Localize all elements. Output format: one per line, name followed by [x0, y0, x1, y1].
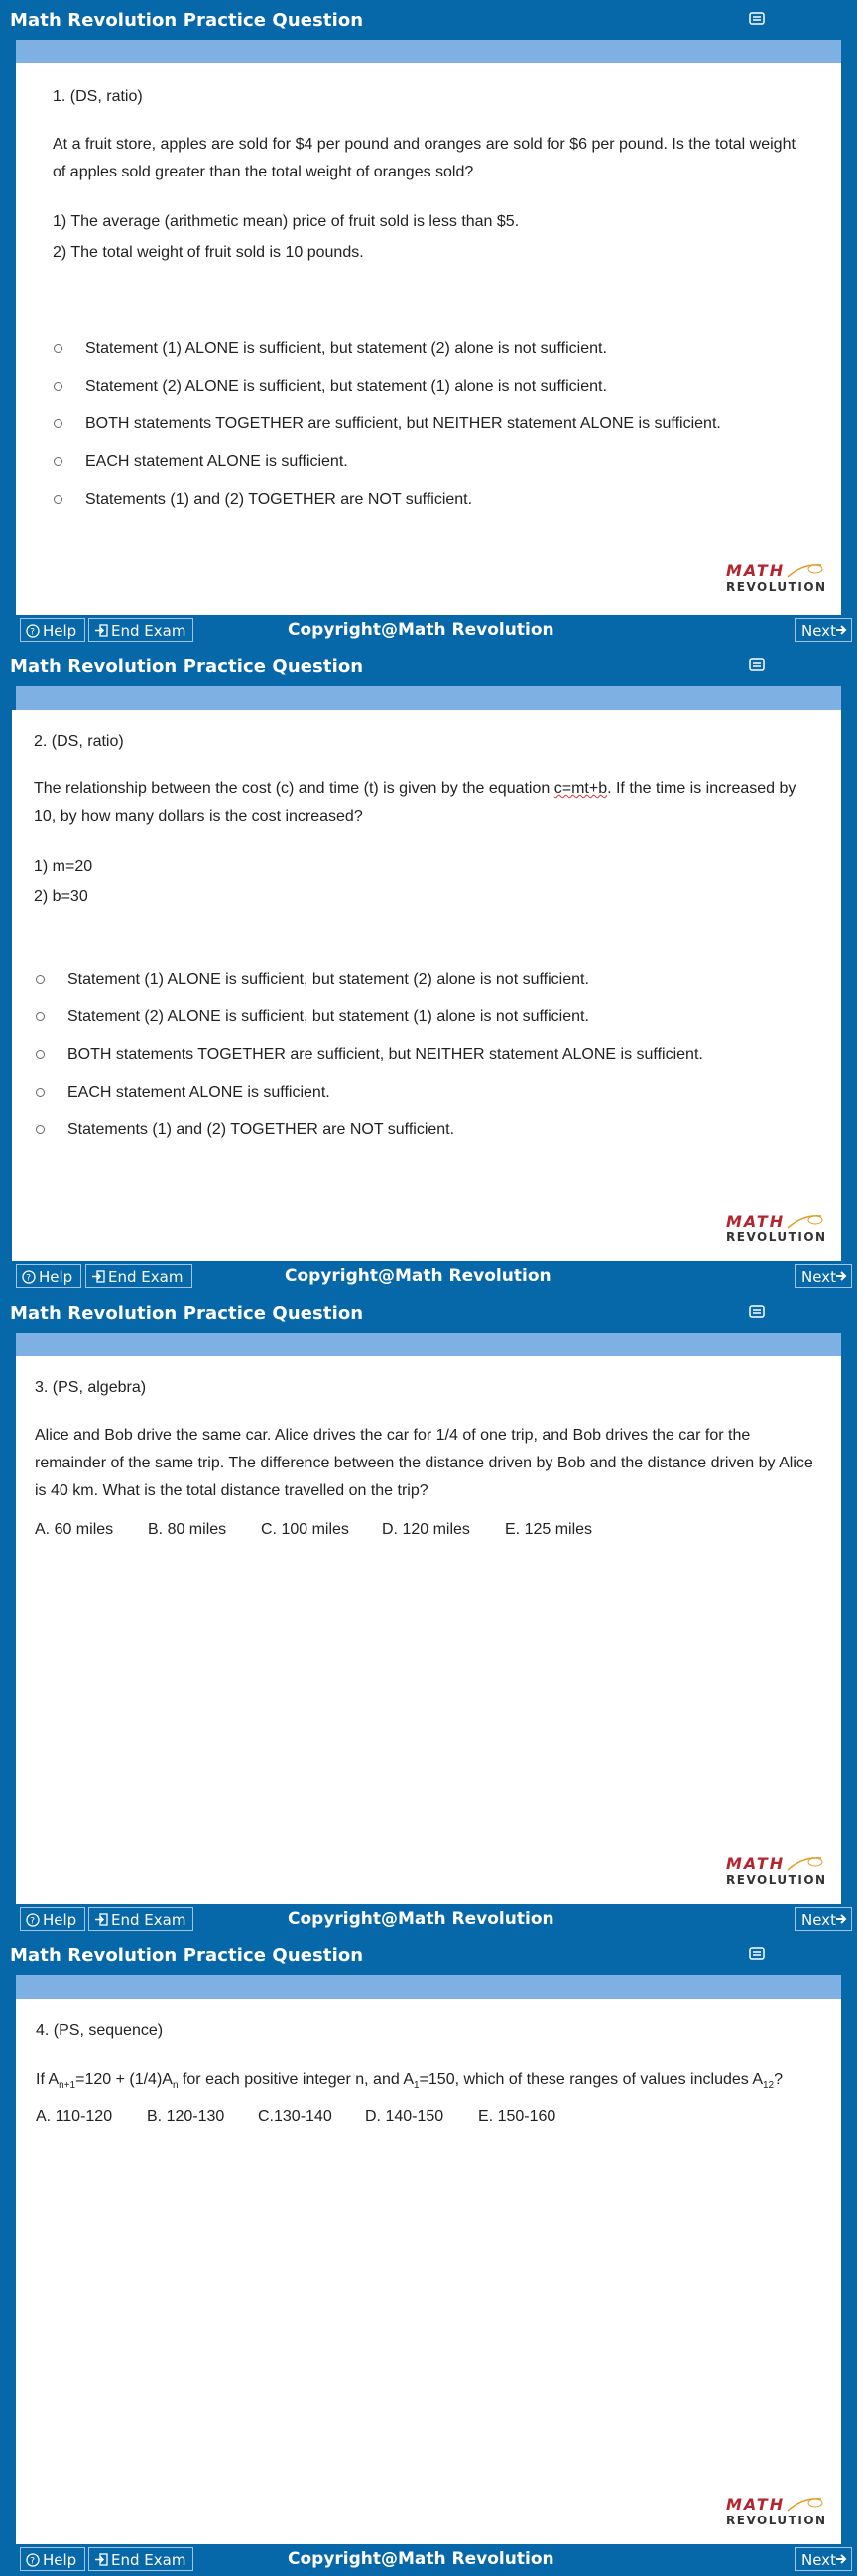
- exit-icon: [94, 1911, 108, 1927]
- radio-button[interactable]: [36, 975, 45, 984]
- logo-swoosh-icon: [786, 1854, 825, 1874]
- question-body: [36, 2017, 811, 2100]
- option-label: EACH statement ALONE is sufficient.: [67, 1084, 330, 1101]
- logo-swoosh-icon: [786, 561, 825, 581]
- arrow-right-icon: [835, 1270, 847, 1282]
- window-title: Math Revolution Practice Question: [10, 1303, 364, 1324]
- answer-choice-d[interactable]: D. 140-150: [365, 2108, 444, 2125]
- question-header: 4. (PS, sequence): [36, 2022, 164, 2039]
- answer-option-e[interactable]: [34, 1120, 703, 1158]
- answer-option-d[interactable]: [34, 1083, 703, 1120]
- radio-button[interactable]: [54, 457, 62, 466]
- copyright-text: Copyright@Math Revolution: [288, 1909, 554, 1929]
- help-icon: [26, 1911, 40, 1927]
- copyright-text: Copyright@Math Revolution: [288, 620, 554, 640]
- option-label: BOTH statements TOGETHER are sufficient, but NEITHER statement ALONE is sufficient.: [85, 415, 721, 432]
- radio-button[interactable]: [54, 382, 62, 391]
- statement-2: 2) The total weight of fruit sold is 10 pounds.: [53, 244, 364, 261]
- title-bar: [0, 1935, 857, 1975]
- arrow-right-icon: [835, 2553, 847, 2565]
- title-bar: [0, 0, 857, 40]
- question-content: [16, 63, 841, 615]
- math-revolution-logo: MATH REVOLUTION: [726, 561, 827, 594]
- question-stem: At a fruit store, apples are sold for $4 per pound and oranges are sold for $6 per pound. Is the total weight of apples sold greater than the total weight of oranges sold?: [53, 136, 796, 180]
- radio-button[interactable]: [36, 1125, 45, 1134]
- question-content: [12, 710, 841, 1261]
- question-stem: Alice and Bob drive the same car. Alice drives the car for 1/4 of one trip, and Bob drives the car for the remainder of the same trip. The difference between the distance driven by Bob and the distance driven by Alice is 40 km. What is the total distance travelled on the trip?: [35, 1427, 813, 1499]
- radio-button[interactable]: [36, 1012, 45, 1021]
- question-panel-3: [0, 1293, 857, 1935]
- answer-option-c[interactable]: [52, 414, 721, 452]
- end-exam-button[interactable]: End Exam: [88, 2547, 193, 2571]
- copyright-text: Copyright@Math Revolution: [285, 1266, 551, 1286]
- calculator-icon[interactable]: [749, 12, 765, 25]
- question-body: [53, 83, 811, 267]
- help-button[interactable]: ? Help: [20, 2547, 85, 2571]
- answer-choice-b[interactable]: B. 120-130: [147, 2108, 225, 2125]
- question-body: [34, 728, 811, 911]
- radio-button[interactable]: [54, 495, 62, 504]
- option-label: Statements (1) and (2) TOGETHER are NOT sufficient.: [67, 1121, 455, 1138]
- radio-button[interactable]: [36, 1050, 45, 1059]
- math-revolution-logo: MATH REVOLUTION: [726, 1854, 827, 1887]
- radio-button[interactable]: [54, 419, 62, 428]
- answer-option-d[interactable]: [52, 452, 721, 490]
- statement-1: 1) The average (arithmetic mean) price of fruit sold is less than $5.: [53, 213, 520, 230]
- help-icon: [26, 622, 40, 638]
- arrow-right-icon: [835, 624, 847, 636]
- logo-swoosh-icon: [786, 2495, 825, 2515]
- window-title: Math Revolution Practice Question: [10, 1945, 364, 1966]
- calculator-icon[interactable]: [749, 1947, 765, 1960]
- answer-choice-c[interactable]: C. 100 miles: [261, 1521, 349, 1538]
- option-label: Statement (1) ALONE is sufficient, but statement (2) alone is not sufficient.: [85, 340, 607, 357]
- equation: c=mt+b: [553, 780, 608, 797]
- end-exam-button[interactable]: End Exam: [88, 618, 193, 642]
- radio-button[interactable]: [36, 1088, 45, 1097]
- exit-icon: [94, 2551, 108, 2567]
- answer-choice-c[interactable]: C.130-140: [258, 2108, 332, 2125]
- math-revolution-logo: MATH REVOLUTION: [726, 1212, 827, 1244]
- window-title: Math Revolution Practice Question: [10, 656, 364, 677]
- question-panel-2: [0, 646, 857, 1293]
- copyright-text: Copyright@Math Revolution: [288, 2549, 554, 2569]
- help-icon: [26, 2551, 40, 2567]
- exit-icon: [91, 1268, 105, 1284]
- svg-text:?: ?: [30, 627, 36, 638]
- question-header: 1. (DS, ratio): [53, 88, 143, 105]
- svg-text:?: ?: [30, 1916, 36, 1927]
- title-bar: [0, 1293, 857, 1333]
- answer-choice-a[interactable]: A. 60 miles: [35, 1521, 114, 1538]
- option-label: Statement (2) ALONE is sufficient, but statement (1) alone is not sufficient.: [85, 378, 607, 395]
- question-header: 3. (PS, algebra): [35, 1379, 147, 1396]
- logo-swoosh-icon: [786, 1212, 825, 1231]
- answer-options: [34, 970, 703, 1158]
- radio-button[interactable]: [54, 344, 62, 353]
- answer-choice-b[interactable]: B. 80 miles: [148, 1521, 227, 1538]
- math-revolution-logo: MATH REVOLUTION: [726, 2495, 827, 2527]
- question-stripe: [16, 1975, 841, 1999]
- question-content: [16, 1356, 841, 1904]
- option-label: Statements (1) and (2) TOGETHER are NOT sufficient.: [85, 491, 473, 508]
- statement-1: 1) m=20: [34, 858, 93, 875]
- question-body: [35, 1374, 817, 1505]
- answer-choice-d[interactable]: D. 120 miles: [382, 1521, 470, 1538]
- option-label: Statement (1) ALONE is sufficient, but statement (2) alone is not sufficient.: [67, 971, 589, 988]
- end-exam-button[interactable]: End Exam: [85, 1264, 192, 1288]
- answer-choice-e[interactable]: E. 150-160: [478, 2108, 556, 2125]
- answer-options: [52, 339, 721, 527]
- next-button[interactable]: Next: [795, 2547, 852, 2571]
- question-stripe: [16, 686, 841, 710]
- question-stem: The relationship between the cost (c) and time (t) is given by the equation c=mt+b. If the time is increased by 10, by how many dollars is the cost increased?: [34, 780, 796, 825]
- question-stem: If $A_{n+1}=120 + (1/4)A_n$ for each positive integer n, and $A_1=150$, which of these ranges of values includes $A_{12}$?: [36, 2071, 784, 2092]
- bottom-toolbar: [0, 1904, 857, 1935]
- question-stripe: [16, 40, 841, 63]
- statement-2: 2) b=30: [34, 888, 88, 905]
- window-title: Math Revolution Practice Question: [10, 10, 364, 31]
- help-button[interactable]: ? Help: [20, 618, 85, 642]
- exit-icon: [94, 622, 108, 638]
- question-panel-4: [0, 1935, 857, 2576]
- calculator-icon[interactable]: [749, 658, 765, 671]
- help-button[interactable]: ? Help: [20, 1907, 85, 1931]
- answer-choice-a[interactable]: A. 110-120: [36, 2108, 113, 2125]
- bottom-toolbar: [0, 615, 857, 646]
- next-button[interactable]: Next: [795, 1907, 852, 1931]
- answer-option-b[interactable]: [34, 1007, 703, 1045]
- calculator-icon[interactable]: [749, 1305, 765, 1318]
- help-button[interactable]: ? Help: [16, 1264, 81, 1288]
- answer-choices: [35, 1521, 592, 1539]
- end-exam-button[interactable]: End Exam: [88, 1907, 193, 1931]
- option-label: BOTH statements TOGETHER are sufficient, but NEITHER statement ALONE is sufficient.: [67, 1046, 703, 1063]
- bottom-toolbar: [0, 2544, 857, 2576]
- svg-text:?: ?: [30, 2556, 36, 2567]
- question-content: [16, 1999, 841, 2544]
- next-button[interactable]: Next: [795, 1264, 852, 1288]
- answer-option-a[interactable]: [34, 970, 703, 1007]
- next-button[interactable]: Next: [795, 618, 852, 642]
- question-panel-1: [0, 0, 857, 646]
- answer-choices: [36, 2108, 555, 2126]
- option-label: EACH statement ALONE is sufficient.: [85, 453, 348, 470]
- arrow-right-icon: [835, 1913, 847, 1925]
- question-stripe: [16, 1333, 841, 1356]
- answer-option-b[interactable]: [52, 377, 721, 414]
- answer-option-c[interactable]: [34, 1045, 703, 1083]
- answer-choice-e[interactable]: E. 125 miles: [505, 1521, 593, 1538]
- help-icon: [22, 1268, 36, 1284]
- option-label: Statement (2) ALONE is sufficient, but statement (1) alone is not sufficient.: [67, 1008, 589, 1025]
- answer-option-a[interactable]: [52, 339, 721, 377]
- svg-text:?: ?: [26, 1273, 32, 1284]
- answer-option-e[interactable]: [52, 490, 721, 527]
- title-bar: [0, 646, 857, 686]
- bottom-toolbar: [0, 1261, 857, 1293]
- question-header: 2. (DS, ratio): [34, 733, 124, 750]
